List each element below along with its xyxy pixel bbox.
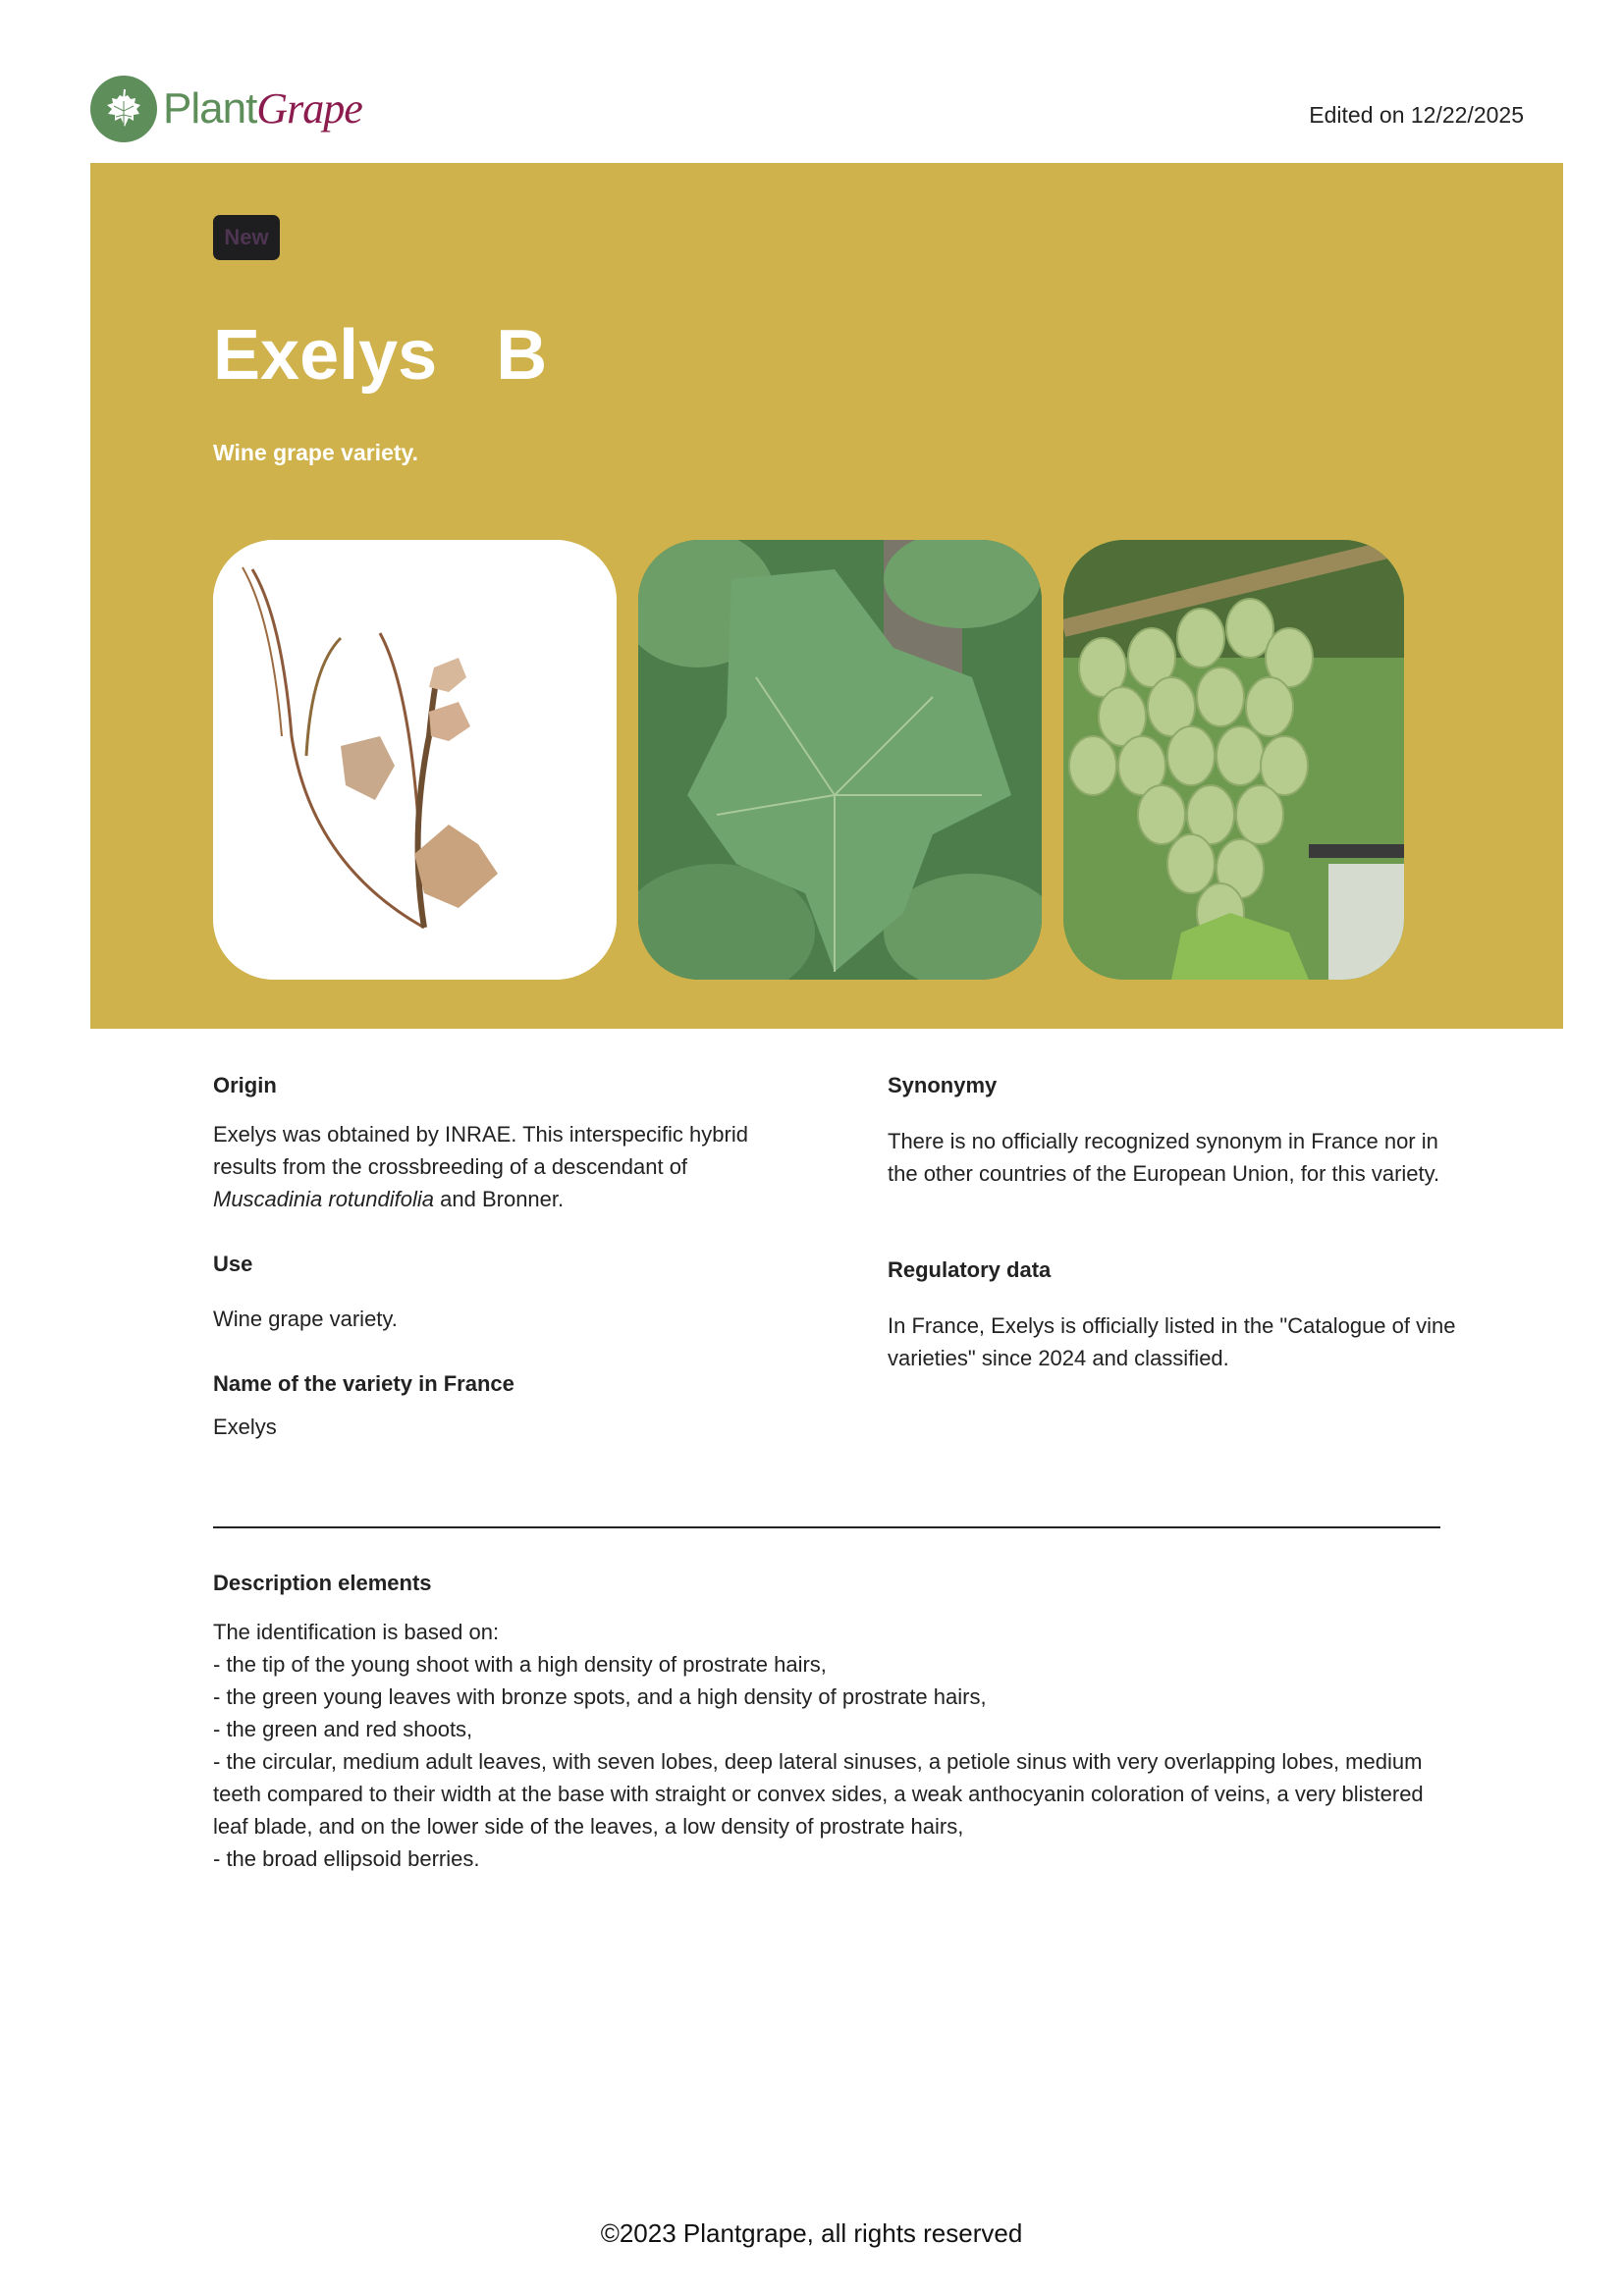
use-heading: Use xyxy=(213,1252,253,1276)
young-shoot-photo[interactable] xyxy=(213,540,617,980)
logo-wordmark xyxy=(163,84,362,133)
description-line: - the tip of the young shoot with a high density of prostrate hairs, xyxy=(213,1652,827,1677)
new-badge: New xyxy=(213,215,280,260)
grape-bunch-photo[interactable] xyxy=(1063,540,1404,980)
description-line: - the green and red shoots, xyxy=(213,1717,473,1741)
section-divider xyxy=(213,1526,1440,1528)
description-line: - the broad ellipsoid berries. xyxy=(213,1846,480,1871)
origin-text xyxy=(213,1118,763,1215)
name-in-france-text: Exelys xyxy=(213,1415,277,1439)
synonymy-section xyxy=(888,1073,1457,1190)
use-section xyxy=(213,1252,398,1335)
edited-date: Edited on 12/22/2025 xyxy=(1309,102,1524,128)
description-line: The identification is based on: xyxy=(213,1620,500,1644)
variety-name: Exelys xyxy=(213,316,438,395)
logo-grape-text: Grape xyxy=(256,84,362,133)
regulatory-heading: Regulatory data xyxy=(888,1257,1052,1282)
synonymy-text: There is no officially recognized synonym in France nor in the other countries of the European Union, for this variety. xyxy=(888,1129,1440,1186)
logo-plant-text: Plant xyxy=(163,84,257,133)
footer-copyright: ©2023 Plantgrape, all rights reserved xyxy=(600,2218,1023,2248)
origin-heading: Origin xyxy=(213,1073,277,1097)
description-section xyxy=(213,1571,1450,1875)
origin-text-part: Exelys was obtained by INRAE. This interspecific hybrid results from the crossbreeding of a descendant of xyxy=(213,1122,748,1179)
regulatory-text: In France, Exelys is officially listed in the "Catalogue of vine varieties" since 2024 and classified. xyxy=(888,1313,1456,1370)
regulatory-section xyxy=(888,1257,1457,1374)
synonymy-heading: Synonymy xyxy=(888,1073,998,1097)
description-line: - the circular, medium adult leaves, with seven lobes, deep lateral sinuses, a petiole sinus with very overlapping lobes, medium teeth compared to their width at the base with straight or convex sides, a weak anthocyanin coloration of veins, a very blistered leaf blade, and on the lower side of the leaves, a low density of prostrate hairs, xyxy=(213,1749,1424,1839)
origin-text-end: and Bronner. xyxy=(434,1187,565,1211)
description-list xyxy=(213,1616,1450,1875)
origin-species-name: Muscadinia rotundifolia xyxy=(213,1187,435,1211)
color-code: B xyxy=(496,316,548,395)
origin-section xyxy=(213,1073,763,1215)
name-in-france-heading: Name of the variety in France xyxy=(213,1371,514,1396)
page-subtitle: Wine grape variety. xyxy=(213,440,418,465)
hero-banner xyxy=(90,163,1563,1029)
page-title xyxy=(213,316,548,395)
grape-leaf-icon xyxy=(90,76,157,142)
plantgrape-logo[interactable] xyxy=(90,76,362,142)
name-in-france-section xyxy=(213,1371,514,1443)
description-line: - the green young leaves with bronze spots, and a high density of prostrate hairs, xyxy=(213,1684,987,1709)
description-heading: Description elements xyxy=(213,1571,432,1595)
use-text: Wine grape variety. xyxy=(213,1307,398,1331)
adult-leaf-photo[interactable] xyxy=(638,540,1042,980)
